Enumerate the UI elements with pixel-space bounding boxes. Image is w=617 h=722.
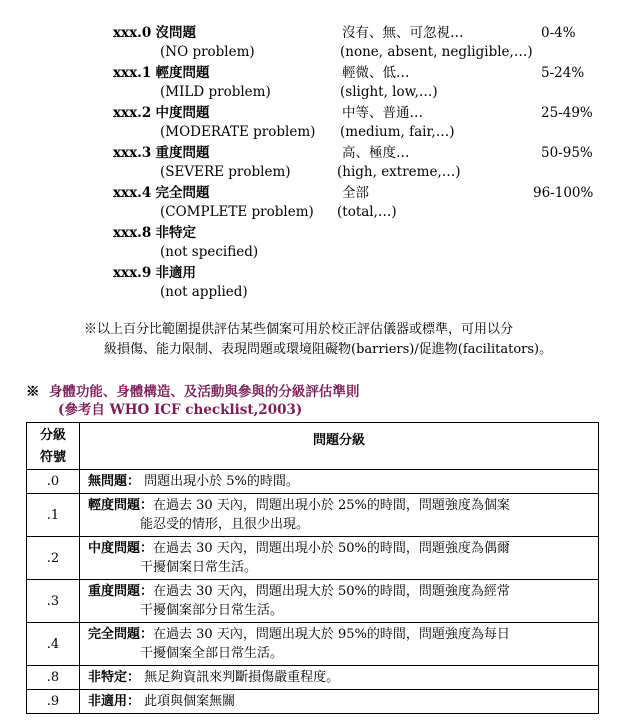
scale-range: 50-95% (541, 145, 593, 161)
scale-code: xxx.9 (113, 265, 152, 281)
row-description: 非適用： 此項與個案無關 (80, 690, 599, 714)
table-row (27, 580, 599, 623)
scale-label: 完全問題 (155, 185, 210, 201)
scale-range: 25-49% (541, 105, 593, 121)
row-code: .1 (27, 494, 80, 537)
row-code: .0 (27, 470, 80, 494)
scale-label: 非特定 (155, 225, 197, 241)
scale-label: 非適用 (155, 265, 197, 281)
scale-description: 中等、普通… (342, 105, 423, 121)
scale-description-en: (total,…) (337, 204, 397, 220)
scale-description: 沒有、無、可忽視… (342, 25, 464, 41)
section-title-text: 身體功能、身體構造、及活動與參與的分級評估準則 (48, 384, 360, 400)
row-code: .9 (27, 690, 80, 714)
row-description: 重度問題：在過去 30 天內，問題出現大於 50%的時間，問題強度為經常 干擾個案部分日常生活。 (80, 580, 599, 623)
scale-english: (NO problem) (160, 44, 255, 60)
scale-english: (MILD problem) (160, 84, 271, 100)
table-row (27, 623, 599, 666)
row-description: 非特定： 無足夠資訊來判斷損傷嚴重程度。 (80, 666, 599, 690)
section-subtitle: (參考自 WHO ICF checklist,2003) (58, 402, 303, 418)
table-row (27, 537, 599, 580)
scale-description-en: (slight, low,…) (340, 84, 438, 100)
row-description: 完全問題：在過去 30 天內，問題出現大於 95%的時間，問題強度為每日 干擾個案全部日常生活。 (80, 623, 599, 666)
scale-label: 重度問題 (155, 145, 210, 161)
scale-description: 輕微、低… (342, 65, 410, 81)
scale-code: xxx.3 (113, 145, 152, 161)
table-header-row (27, 423, 599, 470)
scale-label: 輕度問題 (155, 65, 210, 81)
row-level: 非特定： (88, 670, 141, 685)
row-level: 非適用： (88, 694, 141, 709)
scale-english: (COMPLETE problem) (160, 204, 314, 220)
row-code: .4 (27, 623, 80, 666)
scale-english: (not applied) (160, 284, 248, 300)
scale-description: 高、極度… (342, 145, 410, 161)
note-line-2: 級損傷、能力限制、表現問題或環境阻礙物(barriers)/促進物(facilitators)。 (104, 342, 553, 357)
table-row (27, 666, 599, 690)
scale-range: 5-24% (541, 65, 585, 81)
grading-table (26, 422, 599, 714)
row-level: 輕度問題： (88, 498, 154, 513)
table-row (27, 470, 599, 494)
scale-code: xxx.1 (113, 65, 152, 81)
scale-description: 全部 (342, 185, 369, 201)
row-level: 中度問題： (88, 541, 154, 556)
reference-mark-icon: ※ (26, 384, 40, 400)
row-description: 輕度問題：在過去 30 天內，問題出現小於 25%的時間，問題強度為個案 能忍受的情形，且很少出現。 (80, 494, 599, 537)
scale-code: xxx.0 (113, 25, 152, 41)
scale-description-en: (none, absent, negligible,…) (340, 44, 533, 60)
scale-english: (MODERATE problem) (160, 124, 316, 140)
scale-range: 96-100% (533, 185, 594, 201)
scale-code: xxx.8 (113, 225, 152, 241)
row-level: 無問題： (88, 474, 141, 489)
scale-description-en: (high, extreme,…) (337, 164, 461, 180)
scale-english: (not specified) (160, 244, 259, 260)
header-description: 問題分級 (80, 423, 599, 470)
header-code: 分級 符號 (27, 423, 80, 470)
scale-range: 0-4% (541, 25, 576, 41)
row-level: 重度問題： (88, 584, 154, 599)
scale-code: xxx.4 (113, 185, 152, 201)
row-code: .8 (27, 666, 80, 690)
row-description: 無問題： 問題出現小於 5%的時間。 (80, 470, 599, 494)
table-row (27, 494, 599, 537)
scale-label: 沒問題 (155, 25, 197, 41)
row-description: 中度問題：在過去 30 天內，問題出現小於 50%的時間，問題強度為偶爾 干擾個案日常生活。 (80, 537, 599, 580)
section-title (26, 383, 359, 401)
row-code: .3 (27, 580, 80, 623)
note-paragraph (84, 320, 604, 360)
note-line-1: ※以上百分比範圍提供評估某些個案可用於校正評估儀器或標準，可用以分 (84, 322, 514, 337)
row-level: 完全問題： (88, 627, 154, 642)
table-row (27, 690, 599, 714)
scale-english: (SEVERE problem) (160, 164, 291, 180)
scale-code: xxx.2 (113, 105, 152, 121)
row-code: .2 (27, 537, 80, 580)
scale-label: 中度問題 (155, 105, 210, 121)
scale-description-en: (medium, fair,…) (340, 124, 455, 140)
